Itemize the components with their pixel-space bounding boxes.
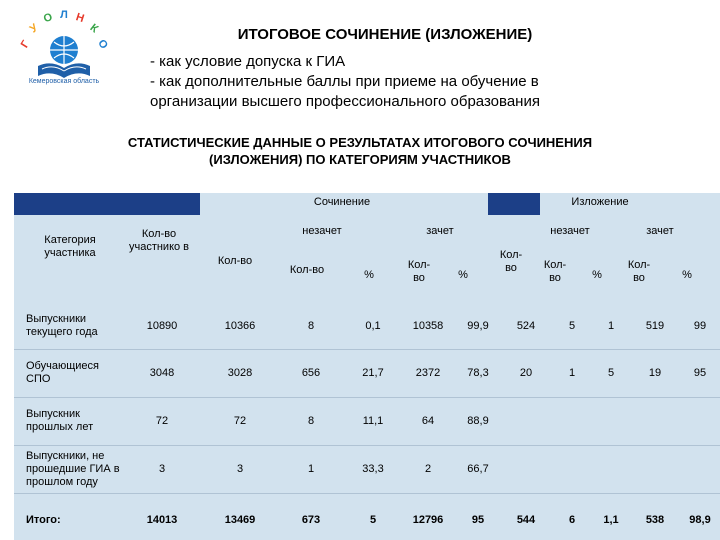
statistics-title-line: (ИЗЛОЖЕНИЯ) ПО КАТЕГОРИЯМ УЧАСТНИКОВ <box>209 152 511 167</box>
cell-essay-pass-qty: 64 <box>400 397 456 445</box>
cell-essay-fail-qty: 656 <box>276 349 346 397</box>
col-header-essay-fail-qty: Кол-во <box>289 264 325 276</box>
page-title: ИТОГОВОЕ СОЧИНЕНИЕ (ИЗЛОЖЕНИЕ) <box>237 26 533 43</box>
cell-summary-pass-qty: 538 <box>630 493 680 540</box>
subheader-essay-fail: незачет <box>302 225 342 237</box>
cell-summary-fail-pct: 1,1 <box>592 493 630 540</box>
cell-summary-count <box>500 397 552 445</box>
header-accent-block <box>14 193 200 215</box>
cell-essay-fail-qty: 673 <box>276 493 346 540</box>
cell-essay-pass-pct: 88,9 <box>456 397 500 445</box>
cell-essay-pass-pct: 66,7 <box>456 445 500 493</box>
logo-letter: О <box>95 37 110 52</box>
cell-participants: 14013 <box>120 493 204 540</box>
cell-summary-fail-qty <box>552 445 592 493</box>
table-row <box>14 303 720 349</box>
subheader-summary-fail: незачет <box>550 225 590 237</box>
cell-summary-count: 20 <box>500 349 552 397</box>
cell-category: Выпускники текущего года <box>14 303 120 349</box>
cell-essay-pass-qty: 2 <box>400 445 456 493</box>
col-header-summary-fail-qty: Кол- во <box>543 259 567 284</box>
cell-participants: 3 <box>120 445 204 493</box>
cell-participants: 10890 <box>120 303 204 349</box>
cell-summary-count: 524 <box>500 303 552 349</box>
cell-summary-pass-qty: 19 <box>630 349 680 397</box>
table-row <box>14 445 720 493</box>
cell-participants: 3048 <box>120 349 204 397</box>
purpose-item: - как условие допуска к ГИА <box>150 53 346 70</box>
statistics-table <box>14 303 720 540</box>
col-header-essay-pass-pct: % <box>458 269 468 281</box>
cell-summary-pass-pct <box>680 445 720 493</box>
cell-category: Обучающиеся СПО <box>14 349 120 397</box>
col-header-category: Категория участника <box>44 234 96 259</box>
cell-category: Выпускник прошлых лет <box>14 397 120 445</box>
statistics-title-line: СТАТИСТИЧЕСКИЕ ДАННЫЕ О РЕЗУЛЬТАТАХ ИТОГОВОГО СОЧИНЕНИЯ <box>127 135 593 150</box>
logo-caption: Кемеровская область <box>28 78 100 85</box>
cell-essay-pass-pct: 99,9 <box>456 303 500 349</box>
cell-essay-pass-pct: 78,3 <box>456 349 500 397</box>
cell-essay-fail-qty: 8 <box>276 397 346 445</box>
cell-summary-fail-pct <box>592 445 630 493</box>
cell-category: Выпускники, не прошедшие ГИА в прошлом году <box>14 445 120 493</box>
cell-summary-pass-pct: 95 <box>680 349 720 397</box>
table-row <box>14 397 720 445</box>
logo-letter: Г <box>18 38 33 51</box>
col-header-participants: Кол-во участнико в <box>128 228 190 253</box>
cell-essay-fail-qty: 1 <box>276 445 346 493</box>
cell-essay-pass-qty: 2372 <box>400 349 456 397</box>
cell-essay-fail-qty: 8 <box>276 303 346 349</box>
cell-essay-count: 10366 <box>204 303 276 349</box>
cell-essay-pass-pct: 95 <box>456 493 500 540</box>
purpose-item: организации высшего профессионального образования <box>150 93 540 110</box>
group-header-summary: Изложение <box>571 196 629 208</box>
table-row <box>14 349 720 397</box>
subheader-summary-pass: зачет <box>646 225 674 237</box>
cell-essay-pass-qty: 12796 <box>400 493 456 540</box>
cell-summary-pass-qty <box>630 397 680 445</box>
statistics-title <box>70 134 650 168</box>
table-row <box>14 493 720 540</box>
col-header-summary-pass-qty: Кол- во <box>627 259 651 284</box>
cell-summary-fail-qty: 5 <box>552 303 592 349</box>
logo-letter: Л <box>60 9 68 21</box>
cell-summary-pass-qty <box>630 445 680 493</box>
group-header-essay: Сочинение <box>313 196 371 208</box>
col-header-essay-count: Кол-во <box>217 255 253 267</box>
cell-essay-fail-pct: 33,3 <box>346 445 400 493</box>
cell-summary-fail-qty: 6 <box>552 493 592 540</box>
subheader-essay-pass: зачет <box>426 225 454 237</box>
col-header-summary-fail-pct: % <box>592 269 602 281</box>
logo-letter: У <box>27 21 41 36</box>
purpose-list <box>150 52 715 112</box>
col-header-summary-count: Кол- во <box>499 249 523 274</box>
cell-summary-count: 544 <box>500 493 552 540</box>
cell-summary-fail-pct: 1 <box>592 303 630 349</box>
cell-summary-fail-pct: 5 <box>592 349 630 397</box>
logo-letter: Н <box>74 11 86 26</box>
cell-summary-count <box>500 445 552 493</box>
purpose-item: - как дополнительные баллы при приеме на обучение в <box>150 73 539 90</box>
logo-letter: О <box>42 11 54 26</box>
col-header-essay-pass-qty: Кол- во <box>407 259 431 284</box>
cell-essay-count: 3028 <box>204 349 276 397</box>
cell-essay-count: 72 <box>204 397 276 445</box>
cell-summary-fail-qty: 1 <box>552 349 592 397</box>
cell-essay-count: 3 <box>204 445 276 493</box>
cell-essay-fail-pct: 0,1 <box>346 303 400 349</box>
cell-category: Итого: <box>14 493 120 540</box>
cell-essay-fail-pct: 11,1 <box>346 397 400 445</box>
cell-essay-fail-pct: 21,7 <box>346 349 400 397</box>
logo-letter: К <box>87 21 101 36</box>
cell-summary-pass-pct: 99 <box>680 303 720 349</box>
cell-essay-pass-qty: 10358 <box>400 303 456 349</box>
cell-essay-fail-pct: 5 <box>346 493 400 540</box>
cell-essay-count: 13469 <box>204 493 276 540</box>
col-header-essay-fail-pct: % <box>364 269 374 281</box>
cell-participants: 72 <box>120 397 204 445</box>
cell-summary-fail-pct <box>592 397 630 445</box>
cell-summary-pass-qty: 519 <box>630 303 680 349</box>
cell-summary-fail-qty <box>552 397 592 445</box>
cell-summary-pass-pct: 98,9 <box>680 493 720 540</box>
col-header-summary-pass-pct: % <box>682 269 692 281</box>
cell-summary-pass-pct <box>680 397 720 445</box>
